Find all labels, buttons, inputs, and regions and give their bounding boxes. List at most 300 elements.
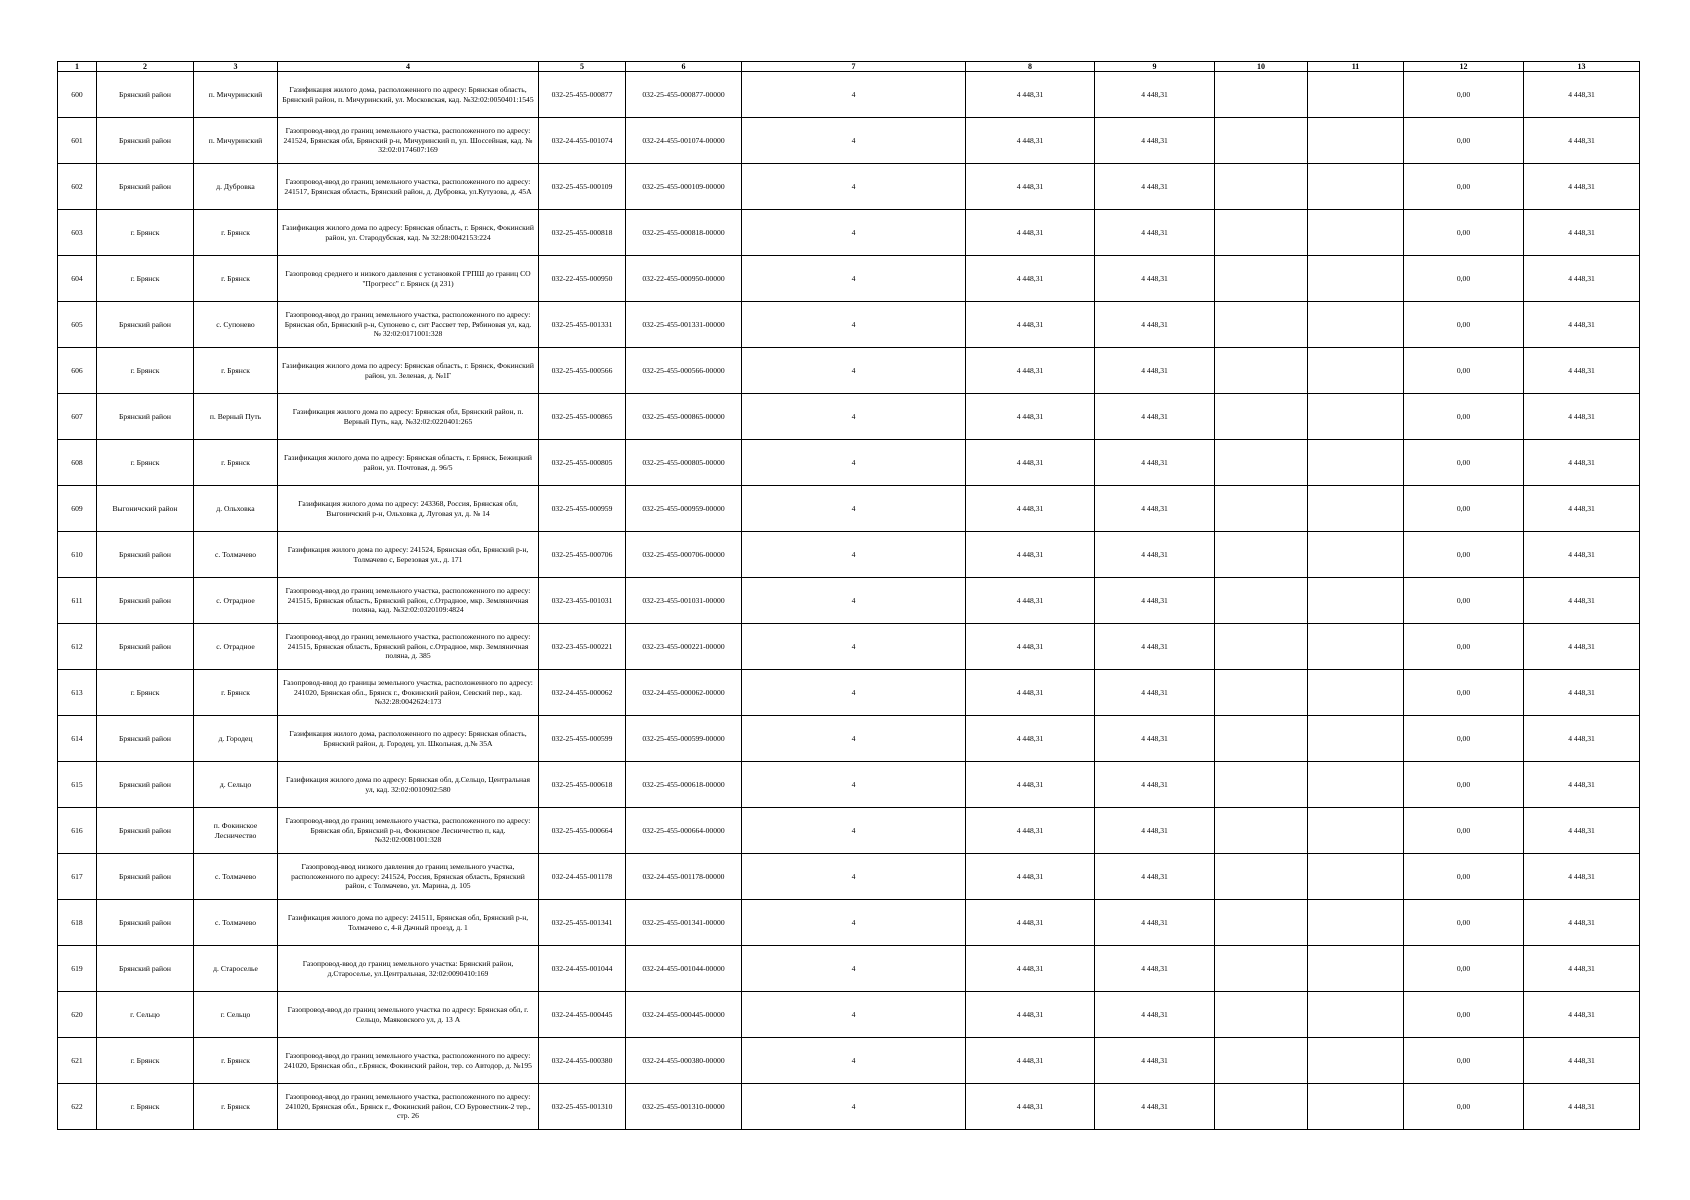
district-cell: Брянский район xyxy=(97,578,194,624)
objects-table xyxy=(57,61,1640,1130)
object-id-cell: 032-25-455-000618-00000 xyxy=(626,762,742,808)
amount-8-cell: 4 448,31 xyxy=(966,256,1095,302)
amount-12-cell: 0,00 xyxy=(1404,808,1524,854)
col-10-cell xyxy=(1215,900,1308,946)
object-description-cell: Газопровод-ввод до границ земельного участка, расположенного по адресу: 241020, Брянская обл., Брянск г., Фокинский район, СО Буровестник-2 тер., стр. 26 xyxy=(278,1084,539,1130)
category-cell: 4 xyxy=(742,394,966,440)
district-cell: г. Брянск xyxy=(97,670,194,716)
col-10-cell xyxy=(1215,762,1308,808)
object-description-cell: Газопровод-ввод до границ земельного участка, расположенного по адресу: 241515, Брянская область, Брянский район, с.Отрадное, мкр. Земляничная поляна, д. 385 xyxy=(278,624,539,670)
amount-8-cell: 4 448,31 xyxy=(966,670,1095,716)
object-id-cell: 032-25-455-000805-00000 xyxy=(626,440,742,486)
settlement-cell: д. Ольховка xyxy=(194,486,278,532)
object-id-cell: 032-24-455-001178-00000 xyxy=(626,854,742,900)
col-10-cell xyxy=(1215,624,1308,670)
object-code-cell: 032-25-455-001331 xyxy=(539,302,626,348)
col-11-cell xyxy=(1308,256,1404,302)
table-row xyxy=(58,348,1640,394)
amount-12-cell: 0,00 xyxy=(1404,302,1524,348)
col-11-cell xyxy=(1308,992,1404,1038)
table-row xyxy=(58,1084,1640,1130)
object-id-cell: 032-24-455-000445-00000 xyxy=(626,992,742,1038)
amount-12-cell: 0,00 xyxy=(1404,486,1524,532)
amount-8-cell: 4 448,31 xyxy=(966,72,1095,118)
amount-9-cell: 4 448,31 xyxy=(1095,854,1215,900)
amount-8-cell: 4 448,31 xyxy=(966,900,1095,946)
category-cell: 4 xyxy=(742,440,966,486)
column-number-12: 12 xyxy=(1404,62,1524,72)
object-id-cell: 032-25-455-000664-00000 xyxy=(626,808,742,854)
col-11-cell xyxy=(1308,854,1404,900)
amount-12-cell: 0,00 xyxy=(1404,900,1524,946)
col-11-cell xyxy=(1308,302,1404,348)
amount-12-cell: 0,00 xyxy=(1404,348,1524,394)
object-id-cell: 032-24-455-000380-00000 xyxy=(626,1038,742,1084)
object-code-cell: 032-24-455-000445 xyxy=(539,992,626,1038)
object-code-cell: 032-25-455-000706 xyxy=(539,532,626,578)
district-cell: г. Брянск xyxy=(97,348,194,394)
table-row xyxy=(58,578,1640,624)
table-row xyxy=(58,900,1640,946)
column-number-5: 5 xyxy=(539,62,626,72)
amount-13-cell: 4 448,31 xyxy=(1524,624,1640,670)
object-id-cell: 032-24-455-000062-00000 xyxy=(626,670,742,716)
amount-8-cell: 4 448,31 xyxy=(966,118,1095,164)
row-number-cell: 615 xyxy=(58,762,97,808)
object-code-cell: 032-24-455-000062 xyxy=(539,670,626,716)
amount-12-cell: 0,00 xyxy=(1404,762,1524,808)
row-number-cell: 604 xyxy=(58,256,97,302)
table-row xyxy=(58,486,1640,532)
object-code-cell: 032-25-455-000618 xyxy=(539,762,626,808)
amount-8-cell: 4 448,31 xyxy=(966,348,1095,394)
row-number-cell: 621 xyxy=(58,1038,97,1084)
amount-13-cell: 4 448,31 xyxy=(1524,532,1640,578)
row-number-cell: 610 xyxy=(58,532,97,578)
settlement-cell: с. Толмачево xyxy=(194,900,278,946)
amount-8-cell: 4 448,31 xyxy=(966,302,1095,348)
settlement-cell: п. Мичуринский xyxy=(194,72,278,118)
category-cell: 4 xyxy=(742,256,966,302)
row-number-cell: 608 xyxy=(58,440,97,486)
row-number-cell: 618 xyxy=(58,900,97,946)
column-number-10: 10 xyxy=(1215,62,1308,72)
col-11-cell xyxy=(1308,624,1404,670)
amount-9-cell: 4 448,31 xyxy=(1095,348,1215,394)
col-10-cell xyxy=(1215,578,1308,624)
amount-8-cell: 4 448,31 xyxy=(966,624,1095,670)
amount-13-cell: 4 448,31 xyxy=(1524,808,1640,854)
col-11-cell xyxy=(1308,486,1404,532)
amount-13-cell: 4 448,31 xyxy=(1524,486,1640,532)
amount-13-cell: 4 448,31 xyxy=(1524,578,1640,624)
row-number-cell: 605 xyxy=(58,302,97,348)
object-description-cell: Газификация жилого дома по адресу: 241524, Брянская обл, Брянский р-н, Толмачево с, Березовая ул., д. 171 xyxy=(278,532,539,578)
amount-9-cell: 4 448,31 xyxy=(1095,992,1215,1038)
col-11-cell xyxy=(1308,72,1404,118)
object-description-cell: Газификация жилого дома, расположенного по адресу: Брянская область, Брянский район, п. Мичуринский, ул. Московская, кад. №32:02:0050401:1545 xyxy=(278,72,539,118)
col-10-cell xyxy=(1215,394,1308,440)
category-cell: 4 xyxy=(742,72,966,118)
row-number-cell: 617 xyxy=(58,854,97,900)
table-row xyxy=(58,854,1640,900)
district-cell: Брянский район xyxy=(97,394,194,440)
amount-12-cell: 0,00 xyxy=(1404,72,1524,118)
category-cell: 4 xyxy=(742,1038,966,1084)
amount-9-cell: 4 448,31 xyxy=(1095,532,1215,578)
amount-9-cell: 4 448,31 xyxy=(1095,808,1215,854)
settlement-cell: г. Брянск xyxy=(194,1038,278,1084)
table-row xyxy=(58,1038,1640,1084)
amount-12-cell: 0,00 xyxy=(1404,992,1524,1038)
col-11-cell xyxy=(1308,716,1404,762)
amount-13-cell: 4 448,31 xyxy=(1524,946,1640,992)
category-cell: 4 xyxy=(742,808,966,854)
object-code-cell: 032-24-455-001178 xyxy=(539,854,626,900)
table-row xyxy=(58,72,1640,118)
amount-13-cell: 4 448,31 xyxy=(1524,118,1640,164)
table-row xyxy=(58,946,1640,992)
amount-12-cell: 0,00 xyxy=(1404,854,1524,900)
settlement-cell: г. Брянск xyxy=(194,440,278,486)
object-code-cell: 032-24-455-001044 xyxy=(539,946,626,992)
object-code-cell: 032-25-455-000877 xyxy=(539,72,626,118)
col-10-cell xyxy=(1215,992,1308,1038)
category-cell: 4 xyxy=(742,578,966,624)
district-cell: г. Брянск xyxy=(97,210,194,256)
object-description-cell: Газопровод-ввод до границ земельного участка, расположенного по адресу: Брянская обл, Брянский р-н, Супонево с, снт Рассвет тер, Рябиновая ул, кад. № 32:02:0171001:328 xyxy=(278,302,539,348)
object-id-cell: 032-25-455-000109-00000 xyxy=(626,164,742,210)
amount-12-cell: 0,00 xyxy=(1404,394,1524,440)
amount-8-cell: 4 448,31 xyxy=(966,394,1095,440)
object-code-cell: 032-25-455-000818 xyxy=(539,210,626,256)
amount-8-cell: 4 448,31 xyxy=(966,164,1095,210)
district-cell: Брянский район xyxy=(97,164,194,210)
column-number-header-row xyxy=(58,62,1640,72)
district-cell: г. Брянск xyxy=(97,440,194,486)
settlement-cell: г. Брянск xyxy=(194,256,278,302)
object-description-cell: Газопровод-ввод до границ земельного участка, расположенного по адресу: 241020, Брянская обл., г.Брянск, Фокинский район, тер. со Автодор, д. №195 xyxy=(278,1038,539,1084)
amount-9-cell: 4 448,31 xyxy=(1095,302,1215,348)
amount-9-cell: 4 448,31 xyxy=(1095,440,1215,486)
amount-8-cell: 4 448,31 xyxy=(966,808,1095,854)
table-row xyxy=(58,256,1640,302)
category-cell: 4 xyxy=(742,992,966,1038)
object-code-cell: 032-24-455-001074 xyxy=(539,118,626,164)
object-description-cell: Газификация жилого дома, расположенного по адресу: Брянская область, Брянский район, д. Городец, ул. Школьная, д.№ 35А xyxy=(278,716,539,762)
column-number-2: 2 xyxy=(97,62,194,72)
col-11-cell xyxy=(1308,348,1404,394)
district-cell: г. Брянск xyxy=(97,256,194,302)
row-number-cell: 613 xyxy=(58,670,97,716)
amount-9-cell: 4 448,31 xyxy=(1095,164,1215,210)
object-description-cell: Газификация жилого дома по адресу: 241511, Брянская обл, Брянский р-н, Толмачево с, 4-й Дачный проезд, д. 1 xyxy=(278,900,539,946)
district-cell: г. Сельцо xyxy=(97,992,194,1038)
amount-9-cell: 4 448,31 xyxy=(1095,210,1215,256)
amount-13-cell: 4 448,31 xyxy=(1524,762,1640,808)
row-number-cell: 602 xyxy=(58,164,97,210)
settlement-cell: с. Отрадное xyxy=(194,624,278,670)
category-cell: 4 xyxy=(742,164,966,210)
row-number-cell: 607 xyxy=(58,394,97,440)
amount-12-cell: 0,00 xyxy=(1404,164,1524,210)
col-11-cell xyxy=(1308,532,1404,578)
object-description-cell: Газопровод-ввод до границ земельного участка, расположенного по адресу: 241524, Брянская обл, Брянский р-н, Мичуринский п, ул. Шоссейная, кад. № 32:02:0174607:169 xyxy=(278,118,539,164)
table-row xyxy=(58,716,1640,762)
col-11-cell xyxy=(1308,164,1404,210)
amount-8-cell: 4 448,31 xyxy=(966,1084,1095,1130)
object-description-cell: Газопровод среднего и низкого давления с установкой ГРПШ до границ СО "Прогресс" г. Брянск (д 231) xyxy=(278,256,539,302)
amount-13-cell: 4 448,31 xyxy=(1524,900,1640,946)
object-code-cell: 032-25-455-000664 xyxy=(539,808,626,854)
category-cell: 4 xyxy=(742,762,966,808)
amount-13-cell: 4 448,31 xyxy=(1524,1084,1640,1130)
col-10-cell xyxy=(1215,486,1308,532)
settlement-cell: д. Староселье xyxy=(194,946,278,992)
amount-12-cell: 0,00 xyxy=(1404,670,1524,716)
column-number-13: 13 xyxy=(1524,62,1640,72)
table-row xyxy=(58,118,1640,164)
col-10-cell xyxy=(1215,716,1308,762)
object-description-cell: Газопровод-ввод до границ земельного участка, расположенного по адресу: Брянская обл, Брянский р-н, Фокинское Лесничество п, кад. №32:02:0081001:328 xyxy=(278,808,539,854)
district-cell: Брянский район xyxy=(97,72,194,118)
col-11-cell xyxy=(1308,762,1404,808)
col-11-cell xyxy=(1308,670,1404,716)
column-number-8: 8 xyxy=(966,62,1095,72)
settlement-cell: д. Городец xyxy=(194,716,278,762)
amount-8-cell: 4 448,31 xyxy=(966,210,1095,256)
object-description-cell: Газопровод-ввод до границ земельного участка: Брянский район, д.Староселье, ул.Центральная, 32:02:0090410:169 xyxy=(278,946,539,992)
amount-9-cell: 4 448,31 xyxy=(1095,578,1215,624)
col-10-cell xyxy=(1215,440,1308,486)
district-cell: Брянский район xyxy=(97,808,194,854)
amount-8-cell: 4 448,31 xyxy=(966,992,1095,1038)
column-number-1: 1 xyxy=(58,62,97,72)
amount-12-cell: 0,00 xyxy=(1404,440,1524,486)
object-code-cell: 032-25-455-000566 xyxy=(539,348,626,394)
amount-9-cell: 4 448,31 xyxy=(1095,72,1215,118)
column-number-7: 7 xyxy=(742,62,966,72)
col-11-cell xyxy=(1308,1084,1404,1130)
row-number-cell: 619 xyxy=(58,946,97,992)
object-description-cell: Газификация жилого дома по адресу: Брянская обл, д.Сельцо, Центральная ул, кад. 32:02:0010902:580 xyxy=(278,762,539,808)
category-cell: 4 xyxy=(742,532,966,578)
col-11-cell xyxy=(1308,900,1404,946)
object-id-cell: 032-25-455-000959-00000 xyxy=(626,486,742,532)
settlement-cell: п. Фокинское Лесничество xyxy=(194,808,278,854)
amount-13-cell: 4 448,31 xyxy=(1524,394,1640,440)
district-cell: Брянский район xyxy=(97,900,194,946)
district-cell: Брянский район xyxy=(97,854,194,900)
row-number-cell: 614 xyxy=(58,716,97,762)
district-cell: г. Брянск xyxy=(97,1084,194,1130)
table-row xyxy=(58,624,1640,670)
settlement-cell: п. Мичуринский xyxy=(194,118,278,164)
district-cell: Брянский район xyxy=(97,532,194,578)
col-10-cell xyxy=(1215,256,1308,302)
object-id-cell: 032-25-455-001341-00000 xyxy=(626,900,742,946)
amount-13-cell: 4 448,31 xyxy=(1524,1038,1640,1084)
amount-12-cell: 0,00 xyxy=(1404,118,1524,164)
object-code-cell: 032-25-455-000865 xyxy=(539,394,626,440)
object-code-cell: 032-25-455-000599 xyxy=(539,716,626,762)
amount-9-cell: 4 448,31 xyxy=(1095,670,1215,716)
column-number-11: 11 xyxy=(1308,62,1404,72)
column-number-4: 4 xyxy=(278,62,539,72)
amount-8-cell: 4 448,31 xyxy=(966,532,1095,578)
col-10-cell xyxy=(1215,72,1308,118)
amount-9-cell: 4 448,31 xyxy=(1095,900,1215,946)
settlement-cell: г. Брянск xyxy=(194,1084,278,1130)
amount-12-cell: 0,00 xyxy=(1404,532,1524,578)
object-id-cell: 032-25-455-000877-00000 xyxy=(626,72,742,118)
col-10-cell xyxy=(1215,1038,1308,1084)
amount-9-cell: 4 448,31 xyxy=(1095,762,1215,808)
table-row xyxy=(58,762,1640,808)
category-cell: 4 xyxy=(742,1084,966,1130)
amount-9-cell: 4 448,31 xyxy=(1095,1084,1215,1130)
category-cell: 4 xyxy=(742,670,966,716)
amount-13-cell: 4 448,31 xyxy=(1524,992,1640,1038)
object-code-cell: 032-23-455-001031 xyxy=(539,578,626,624)
object-description-cell: Газопровод-ввод до границ земельного участка по адресу: Брянская обл, г. Сельцо, Маяковского ул, д. 13 А xyxy=(278,992,539,1038)
amount-9-cell: 4 448,31 xyxy=(1095,486,1215,532)
amount-12-cell: 0,00 xyxy=(1404,256,1524,302)
col-10-cell xyxy=(1215,210,1308,256)
settlement-cell: г. Сельцо xyxy=(194,992,278,1038)
object-description-cell: Газопровод-ввод до границ земельного участка, расположенного по адресу: 241517, Брянская область, Брянский район, д. Дубровка, ул.Кутузова, д. 45А xyxy=(278,164,539,210)
row-number-cell: 609 xyxy=(58,486,97,532)
object-code-cell: 032-24-455-000380 xyxy=(539,1038,626,1084)
amount-9-cell: 4 448,31 xyxy=(1095,394,1215,440)
object-code-cell: 032-25-455-000805 xyxy=(539,440,626,486)
settlement-cell: с. Супонево xyxy=(194,302,278,348)
object-description-cell: Газопровод-ввод низкого давления до границ земельного участка, расположенного по адресу: 241524, Россия, Брянская область, Брянский район, с Толмачево, ул. Марина, д. 105 xyxy=(278,854,539,900)
table-row xyxy=(58,670,1640,716)
amount-8-cell: 4 448,31 xyxy=(966,716,1095,762)
object-description-cell: Газификация жилого дома по адресу: Брянская область, г. Брянск, Бежицкий район, ул. Почтовая, д. 96/5 xyxy=(278,440,539,486)
col-11-cell xyxy=(1308,808,1404,854)
category-cell: 4 xyxy=(742,348,966,394)
amount-13-cell: 4 448,31 xyxy=(1524,210,1640,256)
object-id-cell: 032-25-455-000566-00000 xyxy=(626,348,742,394)
column-number-9: 9 xyxy=(1095,62,1215,72)
col-11-cell xyxy=(1308,1038,1404,1084)
object-code-cell: 032-22-455-000950 xyxy=(539,256,626,302)
object-id-cell: 032-23-455-001031-00000 xyxy=(626,578,742,624)
amount-12-cell: 0,00 xyxy=(1404,624,1524,670)
settlement-cell: г. Брянск xyxy=(194,210,278,256)
object-description-cell: Газификация жилого дома по адресу: Брянская область, г. Брянск, Фокинский район, ул. Зеленая, д. №1Г xyxy=(278,348,539,394)
amount-9-cell: 4 448,31 xyxy=(1095,624,1215,670)
amount-9-cell: 4 448,31 xyxy=(1095,118,1215,164)
table-row xyxy=(58,532,1640,578)
row-number-cell: 601 xyxy=(58,118,97,164)
district-cell: Брянский район xyxy=(97,946,194,992)
amount-12-cell: 0,00 xyxy=(1404,578,1524,624)
category-cell: 4 xyxy=(742,302,966,348)
amount-12-cell: 0,00 xyxy=(1404,210,1524,256)
object-description-cell: Газификация жилого дома по адресу: 243368, Россия, Брянская обл, Выгоничский р-н, Ольховка д, Луговая ул, д. № 14 xyxy=(278,486,539,532)
object-id-cell: 032-22-455-000950-00000 xyxy=(626,256,742,302)
amount-13-cell: 4 448,31 xyxy=(1524,716,1640,762)
col-10-cell xyxy=(1215,1084,1308,1130)
amount-12-cell: 0,00 xyxy=(1404,946,1524,992)
table-row xyxy=(58,302,1640,348)
amount-9-cell: 4 448,31 xyxy=(1095,716,1215,762)
amount-13-cell: 4 448,31 xyxy=(1524,348,1640,394)
category-cell: 4 xyxy=(742,716,966,762)
district-cell: Брянский район xyxy=(97,624,194,670)
amount-8-cell: 4 448,31 xyxy=(966,486,1095,532)
settlement-cell: г. Брянск xyxy=(194,348,278,394)
amount-9-cell: 4 448,31 xyxy=(1095,946,1215,992)
amount-8-cell: 4 448,31 xyxy=(966,946,1095,992)
object-description-cell: Газопровод-ввод до границы земельного участка, расположенного по адресу: 241020, Брянская обл., Брянск г., Фокинский район, Севский пер., кад. №32:28:0042624:173 xyxy=(278,670,539,716)
amount-13-cell: 4 448,31 xyxy=(1524,854,1640,900)
row-number-cell: 616 xyxy=(58,808,97,854)
table-row xyxy=(58,164,1640,210)
district-cell: Брянский район xyxy=(97,716,194,762)
category-cell: 4 xyxy=(742,854,966,900)
col-10-cell xyxy=(1215,532,1308,578)
amount-13-cell: 4 448,31 xyxy=(1524,670,1640,716)
object-code-cell: 032-25-455-001310 xyxy=(539,1084,626,1130)
column-number-6: 6 xyxy=(626,62,742,72)
category-cell: 4 xyxy=(742,118,966,164)
col-11-cell xyxy=(1308,946,1404,992)
district-cell: Выгоничский район xyxy=(97,486,194,532)
object-description-cell: Газопровод-ввод до границ земельного участка, расположенного по адресу: 241515, Брянская область, Брянский район, с.Отрадное, мкр. Земляничная поляна, кад. №32:02:0320109:4824 xyxy=(278,578,539,624)
object-id-cell: 032-24-455-001074-00000 xyxy=(626,118,742,164)
category-cell: 4 xyxy=(742,486,966,532)
col-11-cell xyxy=(1308,578,1404,624)
amount-12-cell: 0,00 xyxy=(1404,716,1524,762)
amount-13-cell: 4 448,31 xyxy=(1524,302,1640,348)
settlement-cell: д. Сельцо xyxy=(194,762,278,808)
table-row xyxy=(58,440,1640,486)
object-id-cell: 032-25-455-000865-00000 xyxy=(626,394,742,440)
col-11-cell xyxy=(1308,394,1404,440)
category-cell: 4 xyxy=(742,210,966,256)
row-number-cell: 600 xyxy=(58,72,97,118)
district-cell: г. Брянск xyxy=(97,1038,194,1084)
col-10-cell xyxy=(1215,164,1308,210)
district-cell: Брянский район xyxy=(97,302,194,348)
column-number-3: 3 xyxy=(194,62,278,72)
settlement-cell: с. Толмачево xyxy=(194,854,278,900)
object-id-cell: 032-25-455-000706-00000 xyxy=(626,532,742,578)
settlement-cell: с. Отрадное xyxy=(194,578,278,624)
amount-9-cell: 4 448,31 xyxy=(1095,1038,1215,1084)
amount-13-cell: 4 448,31 xyxy=(1524,164,1640,210)
object-code-cell: 032-25-455-000959 xyxy=(539,486,626,532)
district-cell: Брянский район xyxy=(97,762,194,808)
table-row xyxy=(58,808,1640,854)
object-id-cell: 032-25-455-000599-00000 xyxy=(626,716,742,762)
object-id-cell: 032-25-455-001331-00000 xyxy=(626,302,742,348)
table-row xyxy=(58,210,1640,256)
district-cell: Брянский район xyxy=(97,118,194,164)
col-11-cell xyxy=(1308,210,1404,256)
row-number-cell: 620 xyxy=(58,992,97,1038)
amount-8-cell: 4 448,31 xyxy=(966,440,1095,486)
object-code-cell: 032-25-455-000109 xyxy=(539,164,626,210)
amount-13-cell: 4 448,31 xyxy=(1524,72,1640,118)
row-number-cell: 612 xyxy=(58,624,97,670)
settlement-cell: д. Дубровка xyxy=(194,164,278,210)
object-id-cell: 032-23-455-000221-00000 xyxy=(626,624,742,670)
